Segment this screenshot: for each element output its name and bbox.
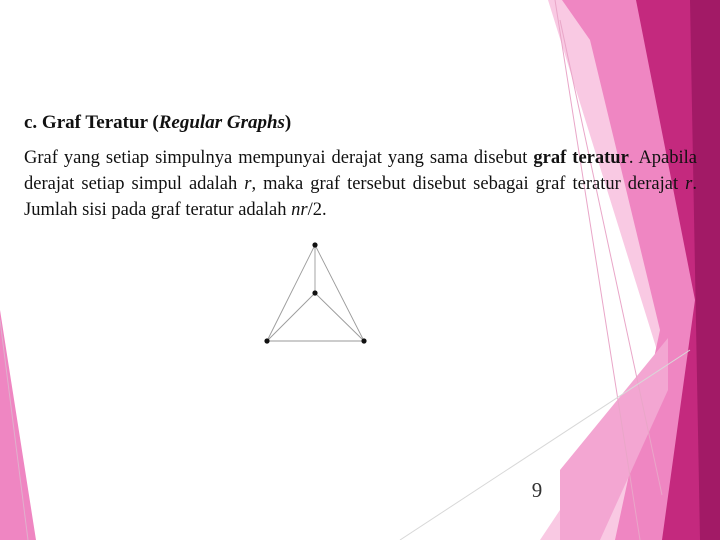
heading-suffix: ) <box>284 112 292 133</box>
graph-vertex-top <box>312 242 317 247</box>
para-var-r-2: r <box>685 174 693 194</box>
heading-prefix: c. Graf Teratur ( <box>24 112 159 133</box>
regular-graph-figure <box>255 235 380 350</box>
para-part1: Graf yang setiap simpulnya mempunyai derajat yang sama disebut <box>24 148 534 168</box>
para-part4: . Jumlah sisi pada graf teratur adalah <box>24 174 697 220</box>
page-number: 9 <box>531 478 543 502</box>
para-part5: /2. <box>307 200 327 220</box>
para-part2: . Apabila derajat setiap simpul adalah <box>24 148 698 194</box>
graph-edge-center-bottom-right <box>315 293 364 341</box>
definition-paragraph <box>24 145 697 223</box>
para-bold-term: graf teratur <box>533 148 629 168</box>
left-edge-band <box>0 310 36 540</box>
graph-vertex-bottom-left <box>264 338 269 343</box>
graph-vertex-center <box>312 290 317 295</box>
slide-heading <box>24 110 704 136</box>
graph-edge-top-bottom-right <box>315 245 364 341</box>
para-var-nr: nr <box>291 200 308 220</box>
graph-vertex-bottom-right <box>361 338 366 343</box>
graph-edge-top-bottom-left <box>267 245 315 341</box>
para-var-r-1: r <box>244 174 252 194</box>
para-part3: , maka graf tersebut disebut sebagai graf teratur derajat <box>251 174 686 194</box>
heading-italic: Regular Graphs <box>158 112 285 133</box>
graph-edge-center-bottom-left <box>267 293 315 341</box>
